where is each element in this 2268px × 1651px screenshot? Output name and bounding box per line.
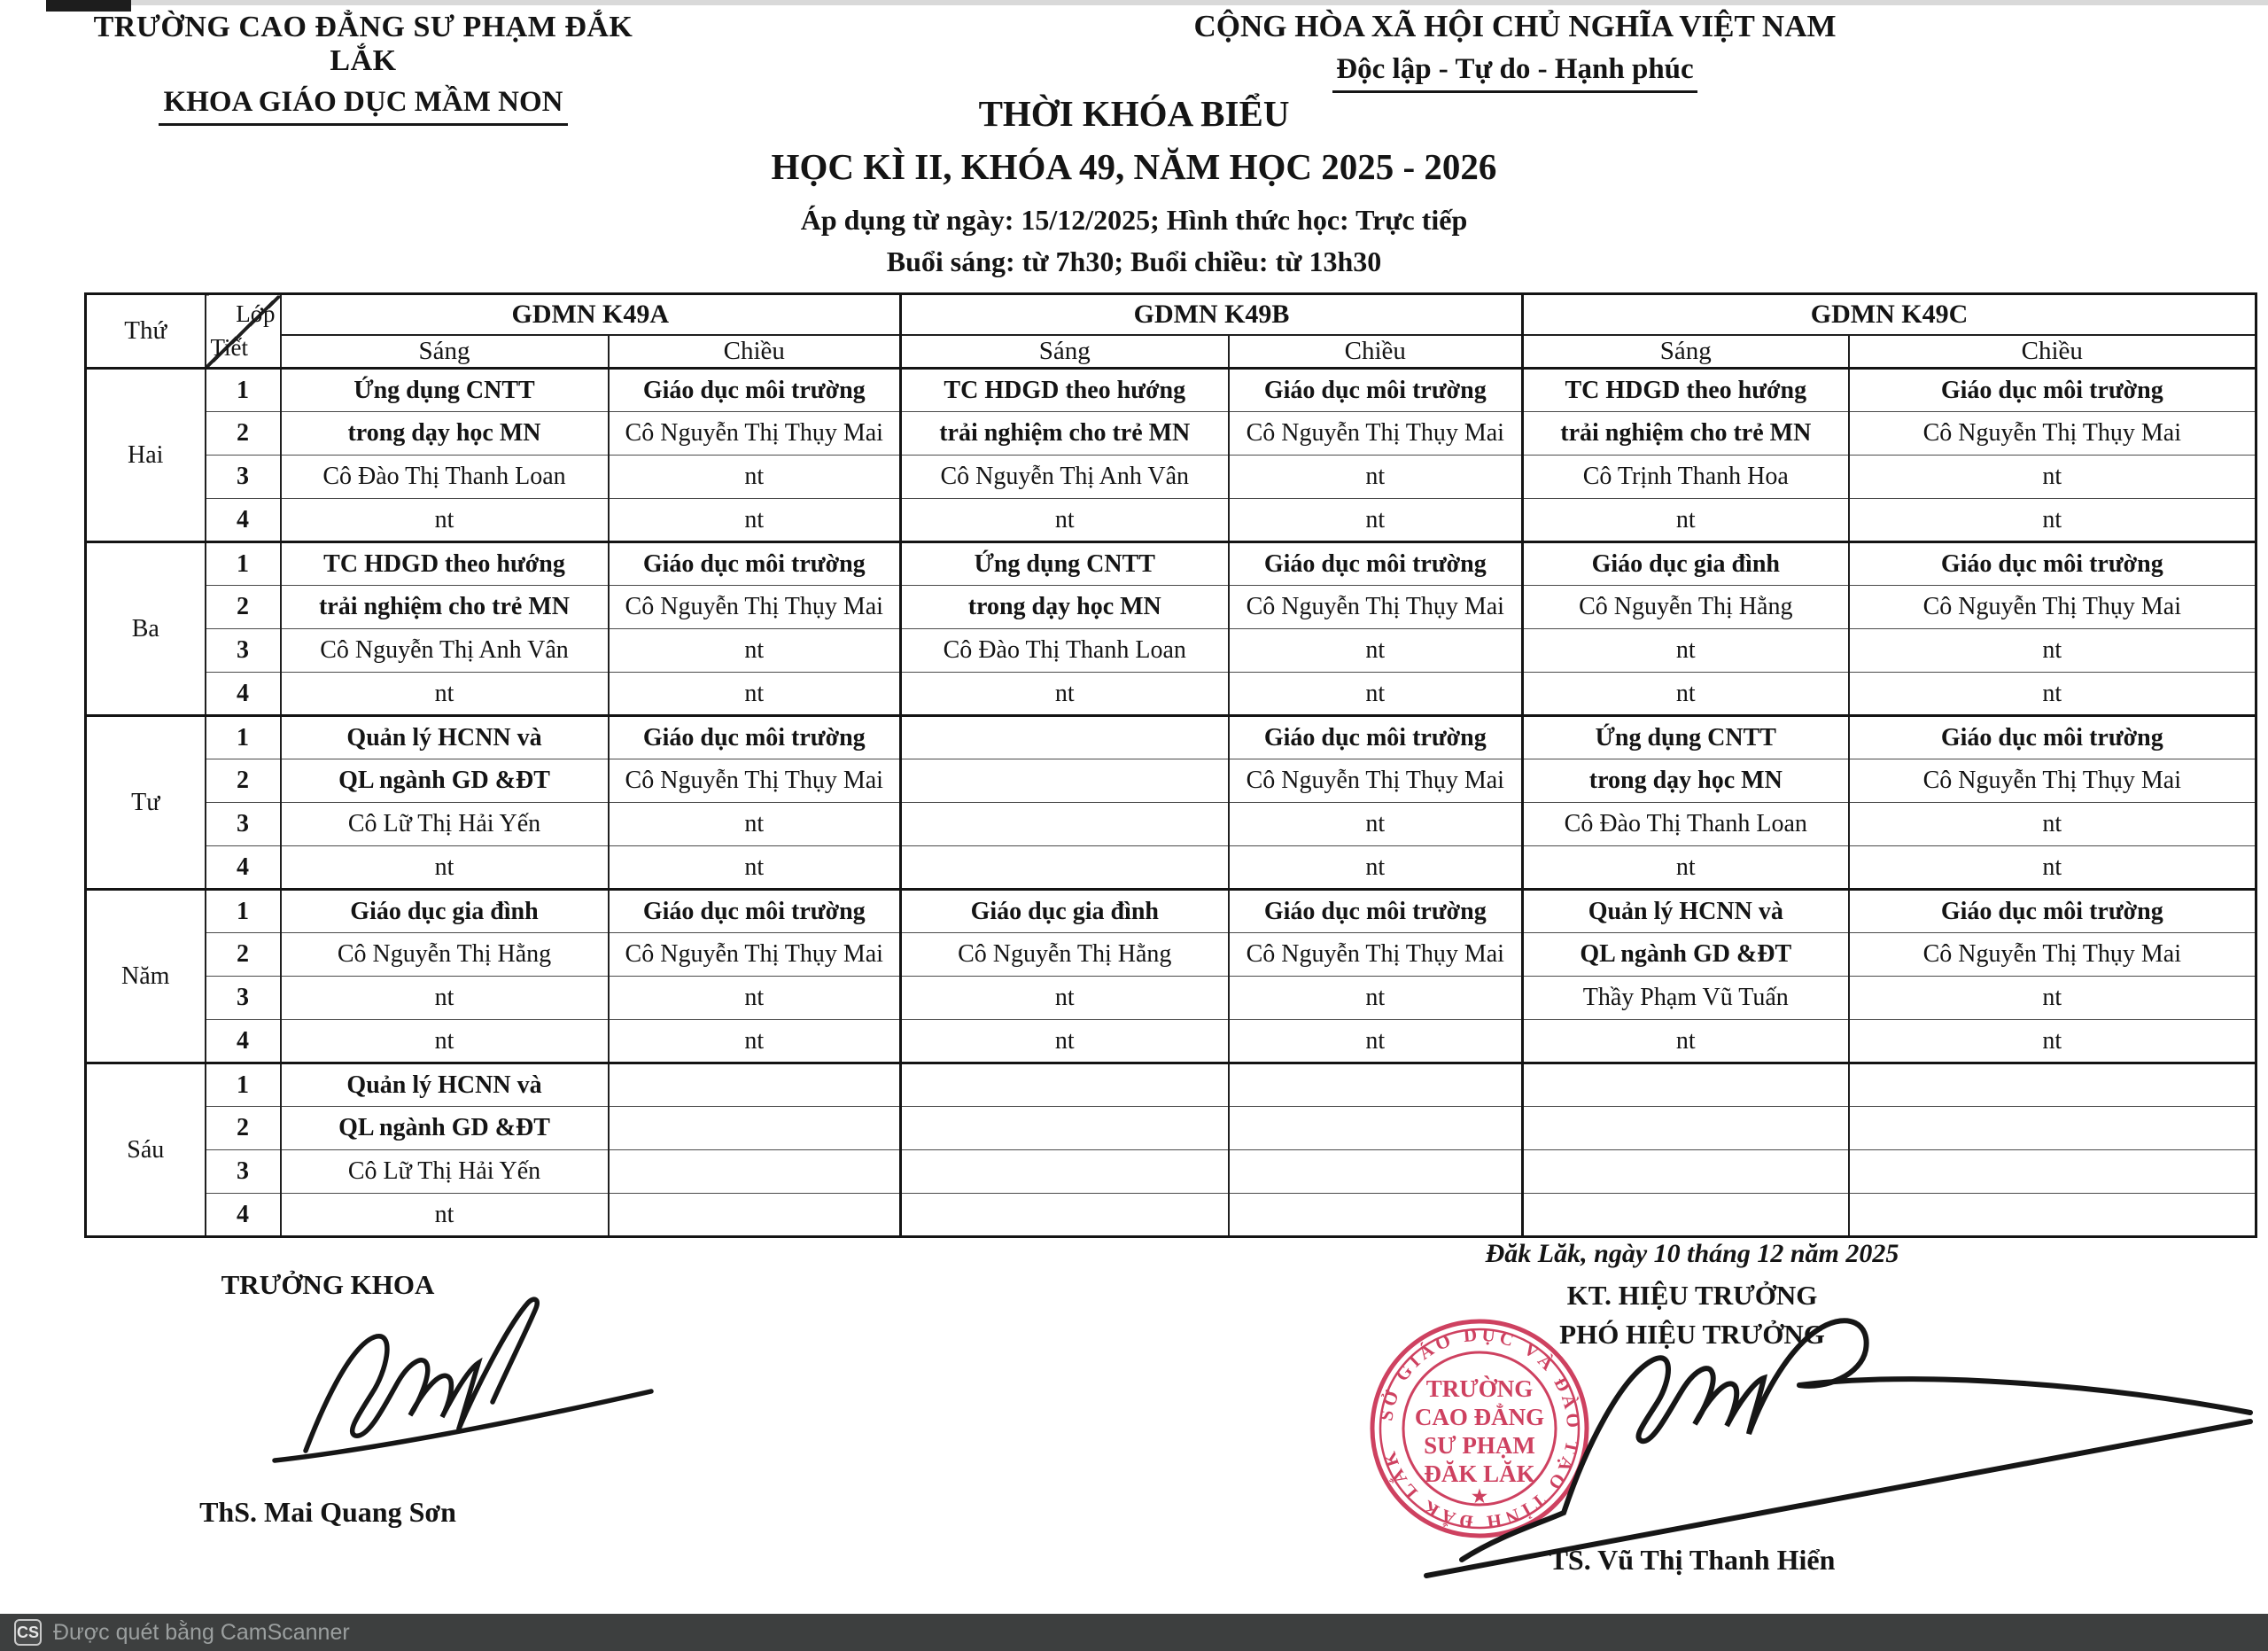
timetable-row bbox=[86, 1063, 2256, 1107]
period-number: 4 bbox=[206, 1020, 281, 1063]
period-number: 2 bbox=[206, 1107, 281, 1150]
timetable-cell: nt bbox=[901, 499, 1229, 542]
day-label: Tư bbox=[86, 716, 206, 890]
timetable-cell: nt bbox=[609, 846, 901, 890]
day-label: Năm bbox=[86, 890, 206, 1063]
stamp-line2: CAO ĐẲNG bbox=[1414, 1404, 1545, 1430]
stamp-line3: SƯ PHẠM bbox=[1424, 1432, 1535, 1459]
corner-period-label: Tiết bbox=[210, 334, 249, 361]
timetable-cell: Thầy Phạm Vũ Tuấn bbox=[1523, 977, 1849, 1020]
timetable-cell: nt bbox=[1849, 629, 2256, 673]
timetable-cell bbox=[901, 846, 1229, 890]
timetable-row bbox=[86, 369, 2256, 412]
camscanner-watermark-text: Được quét bằng CamScanner bbox=[53, 1619, 350, 1645]
timetable-cell bbox=[609, 1063, 901, 1107]
timetable-cell: Cô Lữ Thị Hải Yến bbox=[281, 803, 609, 846]
timetable-cell: Cô Đào Thị Thanh Loan bbox=[1523, 803, 1849, 846]
session-header-afternoon: Chiều bbox=[609, 335, 901, 369]
period-number: 3 bbox=[206, 1150, 281, 1194]
session-header-afternoon: Chiều bbox=[1849, 335, 2256, 369]
timetable-cell bbox=[609, 1194, 901, 1237]
timetable-cell: nt bbox=[1229, 456, 1523, 499]
timetable-body bbox=[86, 369, 2256, 1237]
class-header-k49c: GDMN K49C bbox=[1523, 294, 2256, 335]
timetable-cell: Ứng dụng CNTT bbox=[901, 542, 1229, 586]
kt-principal-title: KT. HIỆU TRƯỞNG bbox=[1566, 1280, 1818, 1311]
period-number: 2 bbox=[206, 586, 281, 629]
timetable-cell: nt bbox=[1849, 673, 2256, 716]
timetable-cell: nt bbox=[281, 673, 609, 716]
timetable-cell: Cô Trịnh Thanh Hoa bbox=[1523, 456, 1849, 499]
period-number: 2 bbox=[206, 933, 281, 977]
timetable-cell: nt bbox=[1849, 977, 2256, 1020]
page-title: THỜI KHÓA BIỂU bbox=[978, 93, 1290, 134]
timetable-cell: Cô Lữ Thị Hải Yến bbox=[281, 1150, 609, 1194]
timetable-container bbox=[84, 292, 2257, 1238]
timetable-row bbox=[86, 629, 2256, 673]
timetable-cell bbox=[1849, 1194, 2256, 1237]
timetable-cell: Giáo dục môi trường bbox=[1229, 890, 1523, 933]
timetable-cell: Giáo dục môi trường bbox=[1229, 369, 1523, 412]
timetable-cell: Giáo dục môi trường bbox=[609, 890, 901, 933]
timetable-row bbox=[86, 499, 2256, 542]
timetable-cell: Cô Nguyễn Thị Hằng bbox=[1523, 586, 1849, 629]
period-number: 1 bbox=[206, 1063, 281, 1107]
timetable-cell: Giáo dục gia đình bbox=[901, 890, 1229, 933]
timetable-cell: nt bbox=[609, 803, 901, 846]
timetable-cell: Quản lý HCNN và bbox=[1523, 890, 1849, 933]
timetable-cell: trải nghiệm cho trẻ MN bbox=[901, 412, 1229, 456]
timetable-cell: Quản lý HCNN và bbox=[281, 716, 609, 759]
timetable-cell bbox=[901, 716, 1229, 759]
class-header-k49a: GDMN K49A bbox=[281, 294, 901, 335]
timetable-cell: Cô Nguyễn Thị Hằng bbox=[901, 933, 1229, 977]
timetable-cell: Giáo dục môi trường bbox=[609, 542, 901, 586]
timetable-cell: nt bbox=[281, 977, 609, 1020]
timetable-cell: Cô Đào Thị Thanh Loan bbox=[901, 629, 1229, 673]
session-times-note: Buổi sáng: từ 7h30; Buổi chiều: từ 13h30 bbox=[886, 245, 1382, 277]
timetable-cell: Cô Nguyễn Thị Thụy Mai bbox=[609, 759, 901, 803]
timetable-cell: nt bbox=[281, 846, 609, 890]
timetable-row bbox=[86, 759, 2256, 803]
timetable-cell: trải nghiệm cho trẻ MN bbox=[1523, 412, 1849, 456]
national-motto-line1: CỘNG HÒA XÃ HỘI CHỦ NGHĨA VIỆT NAM bbox=[1193, 9, 1837, 43]
department-name: KHOA GIÁO DỤC MẦM NON bbox=[159, 86, 569, 126]
timetable-cell bbox=[1229, 1150, 1523, 1194]
timetable-cell: Cô Nguyễn Thị Thụy Mai bbox=[609, 586, 901, 629]
session-header-morning: Sáng bbox=[281, 335, 609, 369]
day-label: Ba bbox=[86, 542, 206, 716]
timetable-cell: Cô Nguyễn Thị Thụy Mai bbox=[1229, 759, 1523, 803]
timetable-cell: nt bbox=[1849, 803, 2256, 846]
vice-principal-name: TS. Vũ Thị Thanh Hiển bbox=[1549, 1544, 1836, 1576]
timetable-cell: nt bbox=[609, 673, 901, 716]
timetable-cell bbox=[1229, 1063, 1523, 1107]
stamp-star-icon: ★ bbox=[1472, 1487, 1487, 1507]
timetable-cell bbox=[1523, 1107, 1849, 1150]
timetable-cell: nt bbox=[609, 1020, 901, 1063]
day-label: Hai bbox=[86, 369, 206, 542]
period-number: 1 bbox=[206, 369, 281, 412]
period-number: 3 bbox=[206, 803, 281, 846]
timetable-cell: nt bbox=[1523, 846, 1849, 890]
timetable-cell: nt bbox=[1523, 629, 1849, 673]
timetable-cell: nt bbox=[1229, 629, 1523, 673]
timetable-row bbox=[86, 456, 2256, 499]
period-number: 3 bbox=[206, 977, 281, 1020]
school-name: TRƯỜNG CAO ĐẲNG SƯ PHẠM ĐẮK LẮK bbox=[93, 11, 633, 77]
camscanner-bar bbox=[0, 1614, 2268, 1651]
timetable-cell: Cô Nguyễn Thị Thụy Mai bbox=[609, 412, 901, 456]
timetable-cell bbox=[1849, 1063, 2256, 1107]
timetable-cell: Cô Nguyễn Thị Thụy Mai bbox=[609, 933, 901, 977]
stamp-line4: ĐĂK LĂK bbox=[1424, 1460, 1535, 1487]
timetable-cell: Cô Nguyễn Thị Thụy Mai bbox=[1229, 586, 1523, 629]
period-number: 3 bbox=[206, 629, 281, 673]
timetable-cell: nt bbox=[281, 499, 609, 542]
timetable-cell: nt bbox=[1523, 1020, 1849, 1063]
timetable-cell: Cô Nguyễn Thị Thụy Mai bbox=[1849, 412, 2256, 456]
timetable-cell: Cô Đào Thị Thanh Loan bbox=[281, 456, 609, 499]
timetable-cell: Quản lý HCNN và bbox=[281, 1063, 609, 1107]
timetable-cell: nt bbox=[1523, 673, 1849, 716]
period-number: 4 bbox=[206, 846, 281, 890]
timetable-row bbox=[86, 977, 2256, 1020]
timetable-cell: Giáo dục môi trường bbox=[1229, 716, 1523, 759]
timetable-cell: nt bbox=[1229, 1020, 1523, 1063]
timetable-cell: nt bbox=[901, 977, 1229, 1020]
national-motto-line2: Độc lập - Tự do - Hạnh phúc bbox=[1332, 53, 1697, 93]
timetable-row bbox=[86, 1107, 2256, 1150]
period-number: 1 bbox=[206, 716, 281, 759]
timetable-row bbox=[86, 673, 2256, 716]
timetable-cell bbox=[1849, 1150, 2256, 1194]
timetable-cell: QL ngành GD &ĐT bbox=[1523, 933, 1849, 977]
timetable-row bbox=[86, 716, 2256, 759]
document-title-block bbox=[0, 92, 2268, 278]
timetable-cell: Giáo dục môi trường bbox=[1849, 890, 2256, 933]
timetable-cell: QL ngành GD &ĐT bbox=[281, 1107, 609, 1150]
application-note: Áp dụng từ ngày: 15/12/2025; Hình thức học: Trực tiếp bbox=[800, 204, 1468, 236]
timetable-cell bbox=[901, 1063, 1229, 1107]
timetable-cell: Ứng dụng CNTT bbox=[281, 369, 609, 412]
timetable-row bbox=[86, 803, 2256, 846]
period-number: 4 bbox=[206, 1194, 281, 1237]
timetable-cell bbox=[609, 1107, 901, 1150]
timetable-cell: nt bbox=[1229, 499, 1523, 542]
scan-edge-artifact bbox=[124, 0, 2268, 5]
timetable-cell: nt bbox=[1229, 673, 1523, 716]
vice-principal-title: PHÓ HIỆU TRƯỞNG bbox=[1559, 1319, 1825, 1350]
timetable-cell bbox=[1229, 1194, 1523, 1237]
timetable-cell bbox=[901, 1194, 1229, 1237]
timetable-cell: trải nghiệm cho trẻ MN bbox=[281, 586, 609, 629]
timetable-cell bbox=[1849, 1107, 2256, 1150]
timetable-cell: Cô Nguyễn Thị Thụy Mai bbox=[1229, 412, 1523, 456]
timetable-cell: nt bbox=[1849, 499, 2256, 542]
period-number: 1 bbox=[206, 890, 281, 933]
timetable-cell: Cô Nguyễn Thị Thụy Mai bbox=[1849, 586, 2256, 629]
timetable-cell: nt bbox=[1849, 846, 2256, 890]
timetable-cell: trong dạy học MN bbox=[281, 412, 609, 456]
stamp-ring-text: SỞ GIÁO DỤC VÀ ĐÀO TẠO TỈNH ĐẮK LẮK bbox=[1375, 1323, 1585, 1534]
timetable-cell bbox=[1523, 1194, 1849, 1237]
letterhead-national-block bbox=[1187, 9, 1843, 93]
timetable-row bbox=[86, 412, 2256, 456]
timetable-cell: nt bbox=[1229, 846, 1523, 890]
timetable-cell bbox=[1523, 1150, 1849, 1194]
timetable-cell: Ứng dụng CNTT bbox=[1523, 716, 1849, 759]
timetable-row bbox=[86, 1150, 2256, 1194]
timetable-cell: nt bbox=[901, 673, 1229, 716]
session-header-morning: Sáng bbox=[901, 335, 1229, 369]
corner-class-label: Lớp bbox=[236, 300, 276, 327]
timetable-cell: Cô Nguyễn Thị Hằng bbox=[281, 933, 609, 977]
timetable-row bbox=[86, 890, 2256, 933]
dean-signature bbox=[221, 1287, 682, 1477]
period-number: 2 bbox=[206, 412, 281, 456]
dean-name: ThS. Mai Quang Sơn bbox=[199, 1496, 456, 1528]
semester-title: HỌC KÌ II, KHÓA 49, NĂM HỌC 2025 - 2026 bbox=[771, 146, 1497, 187]
timetable-cell: Giáo dục môi trường bbox=[1849, 716, 2256, 759]
timetable-row bbox=[86, 846, 2256, 890]
timetable-cell: nt bbox=[1229, 803, 1523, 846]
timetable-cell: TC HDGD theo hướng bbox=[1523, 369, 1849, 412]
timetable-cell: Cô Nguyễn Thị Anh Vân bbox=[281, 629, 609, 673]
timetable-cell: nt bbox=[609, 977, 901, 1020]
timetable-cell: Giáo dục môi trường bbox=[609, 716, 901, 759]
timetable-cell: Giáo dục môi trường bbox=[1849, 542, 2256, 586]
timetable-cell: nt bbox=[281, 1194, 609, 1237]
dean-title: TRƯỞNG KHOA bbox=[221, 1269, 435, 1300]
timetable-cell bbox=[901, 1150, 1229, 1194]
timetable bbox=[84, 292, 2257, 1238]
timetable-cell: TC HDGD theo hướng bbox=[281, 542, 609, 586]
stamp-line1: TRƯỜNG bbox=[1425, 1375, 1534, 1402]
timetable-row bbox=[86, 1020, 2256, 1063]
place-and-date: Đăk Lăk, ngày 10 tháng 12 năm 2025 bbox=[1485, 1239, 1899, 1268]
period-number: 1 bbox=[206, 542, 281, 586]
timetable-cell: Giáo dục môi trường bbox=[1849, 369, 2256, 412]
timetable-cell: trong dạy học MN bbox=[1523, 759, 1849, 803]
timetable-cell: Giáo dục gia đình bbox=[1523, 542, 1849, 586]
timetable-cell bbox=[901, 759, 1229, 803]
timetable-cell: QL ngành GD &ĐT bbox=[281, 759, 609, 803]
timetable-cell bbox=[609, 1150, 901, 1194]
timetable-cell: nt bbox=[1523, 499, 1849, 542]
timetable-cell: Giáo dục môi trường bbox=[1229, 542, 1523, 586]
timetable-cell bbox=[1523, 1063, 1849, 1107]
timetable-cell: nt bbox=[901, 1020, 1229, 1063]
timetable-cell: nt bbox=[609, 629, 901, 673]
header-day: Thứ bbox=[86, 294, 206, 369]
period-number: 3 bbox=[206, 456, 281, 499]
timetable-row bbox=[86, 1194, 2256, 1237]
timetable-cell: Cô Nguyễn Thị Thụy Mai bbox=[1849, 933, 2256, 977]
period-number: 4 bbox=[206, 673, 281, 716]
class-header-k49b: GDMN K49B bbox=[901, 294, 1523, 335]
timetable-cell bbox=[901, 1107, 1229, 1150]
timetable-cell: nt bbox=[1849, 1020, 2256, 1063]
timetable-cell: TC HDGD theo hướng bbox=[901, 369, 1229, 412]
period-number: 2 bbox=[206, 759, 281, 803]
timetable-cell: Cô Nguyễn Thị Anh Vân bbox=[901, 456, 1229, 499]
timetable-cell: nt bbox=[1229, 977, 1523, 1020]
timetable-row bbox=[86, 933, 2256, 977]
timetable-cell: nt bbox=[1849, 456, 2256, 499]
timetable-cell: Cô Nguyễn Thị Thụy Mai bbox=[1229, 933, 1523, 977]
timetable-cell: nt bbox=[609, 456, 901, 499]
timetable-cell: nt bbox=[609, 499, 901, 542]
timetable-cell bbox=[1229, 1107, 1523, 1150]
header-class-period-corner bbox=[206, 294, 281, 369]
timetable-cell: trong dạy học MN bbox=[901, 586, 1229, 629]
day-label: Sáu bbox=[86, 1063, 206, 1237]
session-header-afternoon: Chiều bbox=[1229, 335, 1523, 369]
camscanner-logo-icon: CS bbox=[14, 1619, 42, 1646]
timetable-row bbox=[86, 586, 2256, 629]
timetable-cell: Cô Nguyễn Thị Thụy Mai bbox=[1849, 759, 2256, 803]
period-number: 4 bbox=[206, 499, 281, 542]
timetable-row bbox=[86, 542, 2256, 586]
session-header-morning: Sáng bbox=[1523, 335, 1849, 369]
timetable-cell bbox=[901, 803, 1229, 846]
timetable-cell: Giáo dục môi trường bbox=[609, 369, 901, 412]
timetable-cell: nt bbox=[281, 1020, 609, 1063]
timetable-cell: Giáo dục gia đình bbox=[281, 890, 609, 933]
